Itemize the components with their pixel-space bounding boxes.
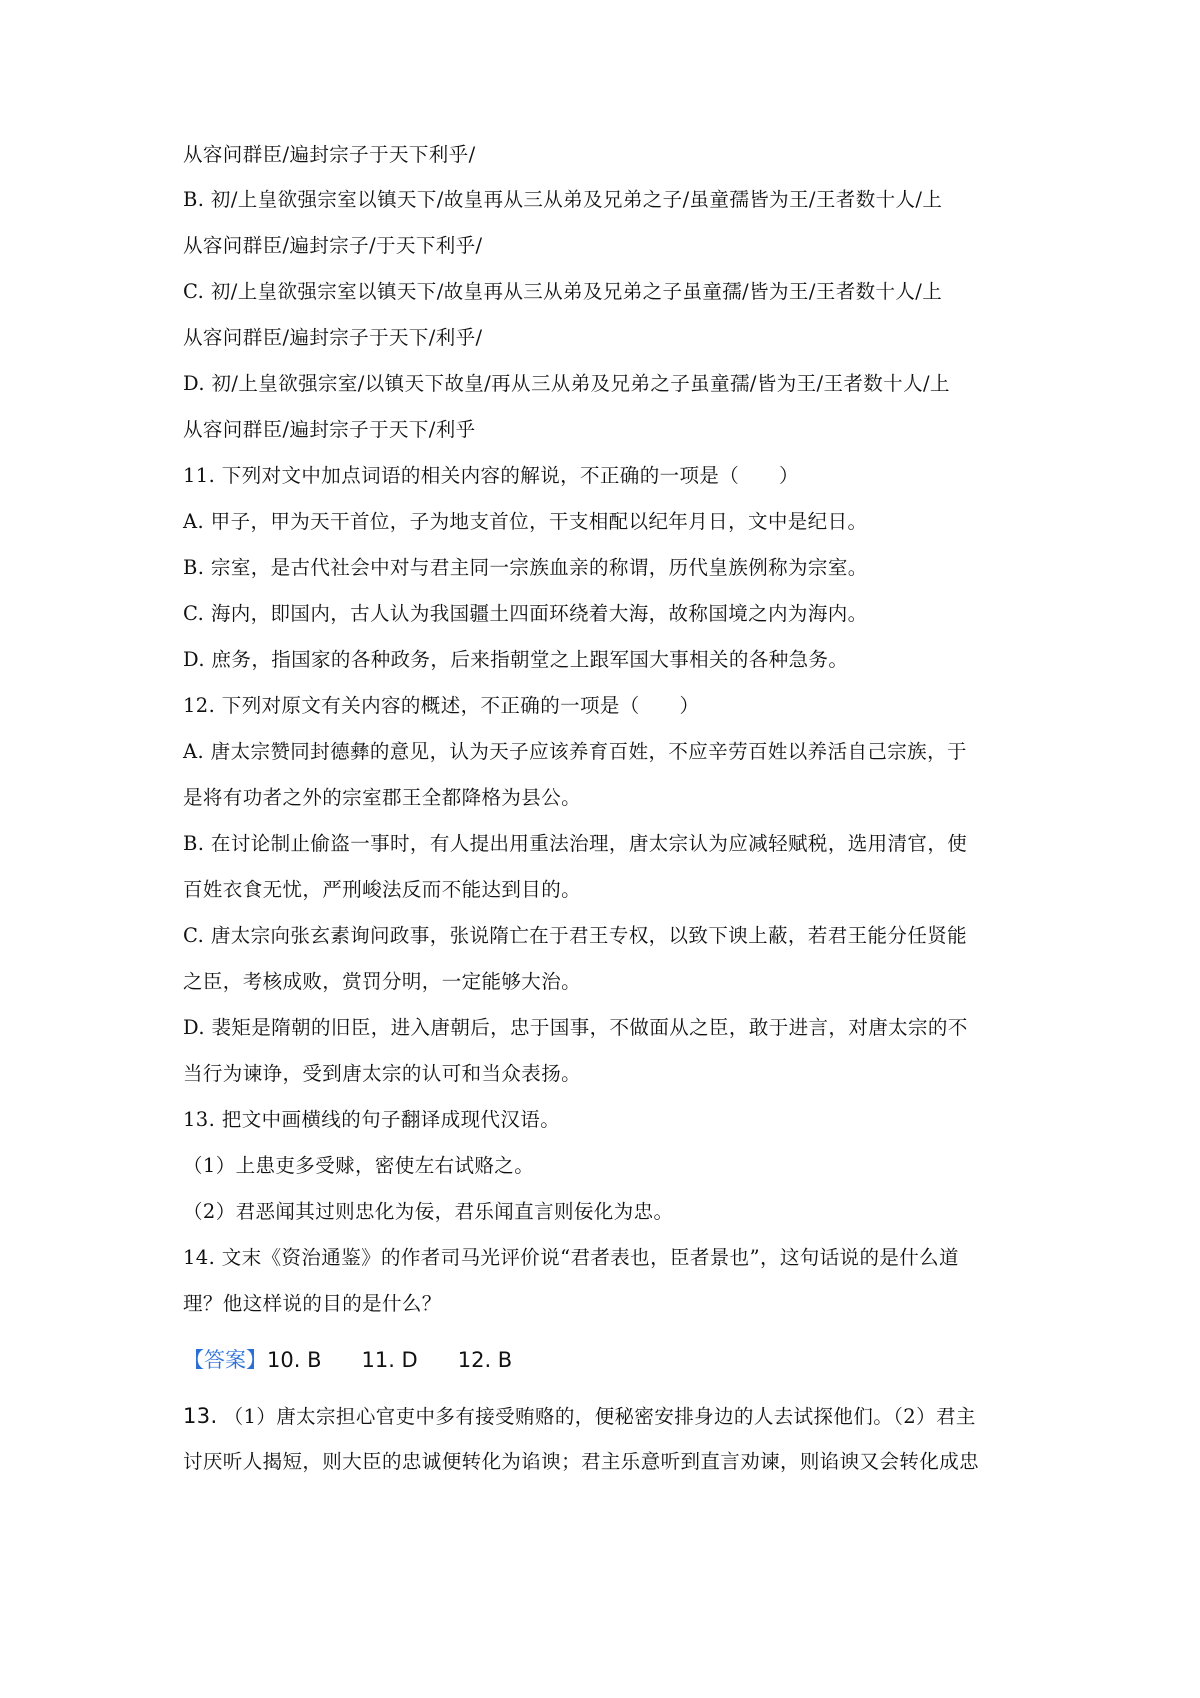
q14-line2: 理？他这样说的目的是什么？ [183, 1292, 442, 1315]
answer-12: 12. B [457, 1348, 513, 1372]
answer-tag: 【答案】 [183, 1348, 267, 1372]
answer-10: 10. B [267, 1348, 322, 1372]
q12-option-b-line2: 百姓衣食无忧，严刑峻法反而不能达到目的。 [183, 878, 582, 901]
q10-option-d-line1: D. 初/上皇欲强宗室/以镇天下故皇/再从三从弟及兄弟之子虽童孺/皆为王/王者数十人/上 [183, 372, 950, 395]
q13-stem: 13. 把文中画横线的句子翻译成现代汉语。 [183, 1108, 561, 1131]
answer-13-text-1: （1）唐太宗担心官吏中多有接受贿赂的，便秘密安排身边的人去试探他们。（2）君主 [223, 1405, 976, 1428]
q10-option-b-line1: B. 初/上皇欲强宗室以镇天下/故皇再从三从弟及兄弟之子/虽童孺皆为王/王者数十人/上 [183, 188, 943, 211]
q10-option-c-line1: C. 初/上皇欲强宗室以镇天下/故皇再从三从弟及兄弟之子虽童孺/皆为王/王者数十人/上 [183, 280, 943, 303]
q12-option-a-line2: 是将有功者之外的宗室郡王全都降格为县公。 [183, 786, 582, 809]
answer-line [183, 1346, 1023, 1374]
q12-option-b-line1: B. 在讨论制止偷盗一事时，有人提出用重法治理，唐太宗认为应减轻赋税，选用清官，使 [183, 832, 968, 855]
q13-sentence-2: （2）君恶闻其过则忠化为佞，君乐闻直言则佞化为忠。 [183, 1200, 674, 1223]
q10-option-d-line2: 从容问群臣/遍封宗子于天下/利乎 [183, 418, 476, 441]
q11-option-c: C. 海内，即国内，古人认为我国疆土四面环绕着大海，故称国境之内为海内。 [183, 602, 868, 625]
q10-option-c-line2: 从容问群臣/遍封宗子于天下/利乎/ [183, 326, 483, 349]
q12-option-c-line1: C. 唐太宗向张玄素询问政事，张说隋亡在于君王专权，以致下谀上蔽，若君王能分任贤能 [183, 924, 968, 947]
q11-option-a: A. 甲子，甲为天干首位，子为地支首位，干支相配以纪年月日，文中是纪日。 [183, 510, 868, 533]
q12-option-d-line1: D. 裴矩是隋朝的旧臣，进入唐朝后，忠于国事，不做面从之臣，敢于进言，对唐太宗的不 [183, 1016, 968, 1039]
q13-sentence-1: （1）上患吏多受赇，密使左右试赂之。 [183, 1154, 535, 1177]
q11-option-b: B. 宗室，是古代社会中对与君主同一宗族血亲的称谓，历代皇族例称为宗室。 [183, 556, 868, 579]
answer-13-line2: 讨厌听人揭短，则大臣的忠诚便转化为谄谀；君主乐意听到直言劝谏，则谄谀又会转化成忠 [183, 1450, 980, 1473]
q11-stem: 11. 下列对文中加点词语的相关内容的解说，不正确的一项是（ ） [183, 464, 799, 487]
answer-11: 11. D [361, 1348, 418, 1372]
q14-line1: 14. 文末《资治通鉴》的作者司马光评价说“君者表也，臣者景也”，这句话说的是什么道 [183, 1246, 959, 1269]
q10-option-b-line2: 从容问群臣/遍封宗子/于天下利乎/ [183, 234, 483, 257]
q12-stem: 12. 下列对原文有关内容的概述，不正确的一项是（ ） [183, 694, 700, 717]
answer-13-number: 13. [183, 1404, 218, 1428]
q12-option-d-line2: 当行为谏诤，受到唐太宗的认可和当众表扬。 [183, 1062, 582, 1085]
q11-option-d: D. 庶务，指国家的各种政务，后来指朝堂之上跟军国大事相关的各种急务。 [183, 648, 849, 671]
q10-option-a-continuation: 从容问群臣/遍封宗子于天下利乎/ [183, 143, 476, 166]
q12-option-a-line1: A. 唐太宗赞同封德彝的意见，认为天子应该养育百姓，不应辛劳百姓以养活自己宗族，于 [183, 740, 967, 763]
answer-13-line1 [183, 1403, 1023, 1430]
q12-option-c-line2: 之臣，考核成败，赏罚分明，一定能够大治。 [183, 970, 582, 993]
